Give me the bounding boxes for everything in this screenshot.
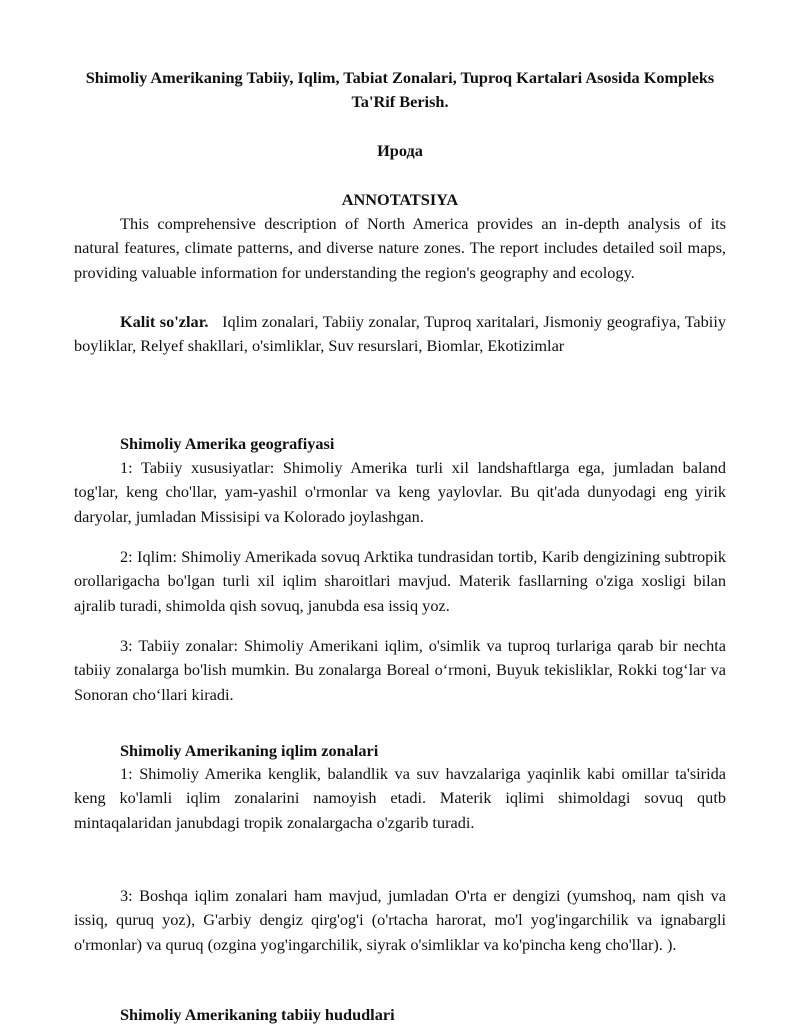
author-name: Ирода — [377, 141, 423, 160]
section-heading: Shimoliy Amerikaning tabiiy hududlari — [120, 1005, 395, 1024]
keywords-text: Iqlim zonalari, Tabiiy zonalar, Tuproq xaritalari, Jismoniy geografiya, Tabiiy boyliklar, Relyef shakllari, o'simliklar, Suv resurslari, Biomlar, Ekotizimlar — [74, 312, 726, 356]
annotation-paragraph: This comprehensive description of North America provides an in-depth analysis of its natural features, climate patterns, and diverse nature zones. The report includes detailed soil maps, providing valuable information for understanding the region's geography and ecology. — [74, 214, 726, 282]
section-paragraph: 3: Tabiiy zonalar: Shimoliy Amerikani iqlim, o'simlik va tuproq turlariga qarab bir nechta tabiiy zonalarga bo'lish mumkin. Bu zonalarga Boreal o‘rmoni, Buyuk tekisliklar, Rokki tog‘lar va Sonoran cho‘llari kiradi. — [74, 636, 726, 704]
section-heading: Shimoliy Amerika geografiyasi — [120, 434, 335, 453]
annotation-heading: ANNOTATSIYA — [341, 190, 459, 209]
keywords-paragraph — [74, 310, 726, 359]
section-paragraph: 2: Iqlim: Shimoliy Amerikada sovuq Arktika tundrasidan tortib, Karib dengizining subtropik orollarigacha bo'lgan turli xil iqlim sharoitlari mavjud. Materik fasllarning o'ziga xosligi bilan ajralib turadi, shimolda qish sovuq, janubda esa issiq yoz. — [74, 547, 726, 615]
section-paragraph: 3: Boshqa iqlim zonalari ham mavjud, jumladan O'rta er dengizi (yumshoq, nam qish va issiq, quruq yoz), G'arbiy dengiz qirg'og'i (o'rtacha harorat, mo'l yog'ingarchilik va ignabargli o'rmonlar) va quruq (ozgina yog'ingarchilik, siyrak o'simliklar va ko'pincha keng cho'llar). ). — [74, 886, 726, 954]
section-paragraph: 1: Shimoliy Amerika kenglik, balandlik va suv havzalariga yaqinlik kabi omillar ta'sirida keng ko'lamli iqlim zonalarini namoyish etadi. Materik iqlimi shimoldagi sovuq qutb mintaqalaridan janubdagi tropik zonalargacha o'zgarib turadi. — [74, 764, 726, 832]
section-heading: Shimoliy Amerikaning iqlim zonalari — [120, 741, 379, 760]
document-title: Shimoliy Amerikaning Tabiiy, Iqlim, Tabiat Zonalari, Tuproq Kartalari Asosida Kompleks Ta'Rif Berish. — [85, 68, 715, 111]
keywords-label: Kalit so'zlar. — [120, 312, 209, 331]
section-paragraph: 1: Tabiiy xususiyatlar: Shimoliy Amerika turli xil landshaftlarga ega, jumladan baland tog'lar, keng cho'llar, yam-yashil o'rmonlar va keng yaylovlar. Bu qit'ada dunyodagi eng yirik daryolar, jumladan Missisipi va Kolorado joylashgan. — [74, 458, 726, 526]
